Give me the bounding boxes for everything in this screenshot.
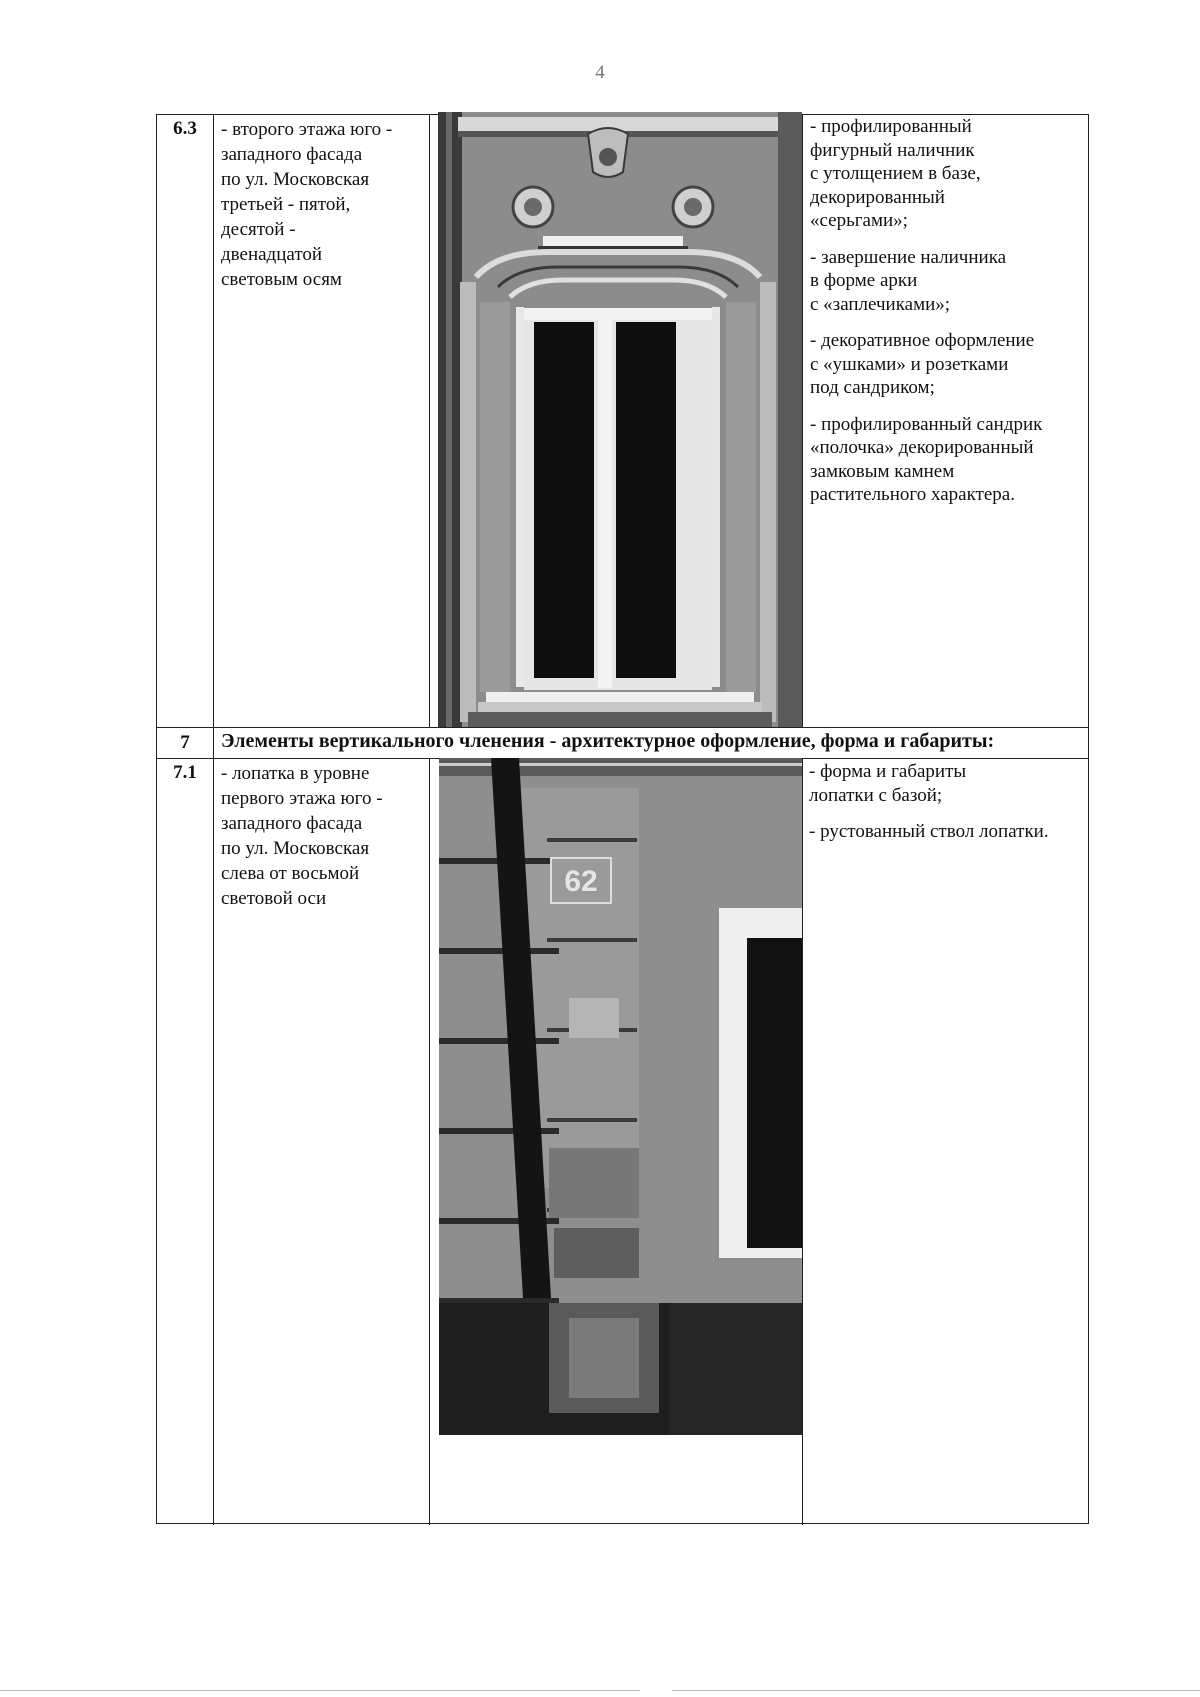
row-features: [810, 115, 1042, 520]
column-divider: [802, 758, 803, 1525]
text-line: - рустованный ствол лопатки.: [809, 821, 1049, 842]
text-line: десятой -: [221, 219, 296, 240]
scan-edge-line: [0, 1690, 640, 1691]
feature-item: [809, 760, 1049, 807]
text-line: западного фасада: [221, 813, 363, 834]
column-divider: [429, 115, 430, 727]
text-line: западного фасада: [221, 144, 363, 165]
row-number: 7: [180, 732, 190, 753]
text-line: «серьгами»;: [810, 210, 908, 231]
text-line: - профилированный: [810, 116, 972, 137]
feature-item: [810, 329, 1042, 400]
row-number: 6.3: [173, 118, 197, 139]
text-line: с утолщением в базе,: [810, 163, 981, 184]
text-line: по ул. Московская: [221, 838, 370, 859]
text-line: - форма и габариты: [809, 761, 967, 782]
text-line: фигурный наличник: [810, 139, 975, 161]
column-divider: [429, 758, 430, 1525]
section-header: Элементы вертикального членения - архитектурное оформление, форма и габариты:: [221, 730, 995, 752]
row-features: [809, 760, 1049, 857]
text-line: в форме арки: [810, 270, 918, 291]
text-line: слева от восьмой: [221, 863, 360, 884]
window-photo-graphic: [438, 112, 802, 727]
text-line: растительного характера.: [810, 484, 1015, 505]
text-line: двенадцатой: [221, 244, 323, 265]
scan-edge-line: [672, 1690, 1200, 1691]
row-description: [221, 761, 383, 911]
text-line: - второго этажа юго -: [221, 119, 393, 140]
feature-item: [810, 413, 1042, 507]
column-divider: [213, 115, 214, 1525]
text-line: световым осям: [221, 269, 342, 290]
text-line: первого этажа юго -: [221, 788, 383, 809]
text-line: под сандриком;: [810, 377, 935, 398]
text-line: лопатки с базой;: [809, 784, 943, 806]
text-line: - завершение наличника: [810, 246, 1007, 268]
text-line: «полочка» декорированный: [810, 437, 1034, 458]
text-line: замковым камнем: [810, 460, 955, 482]
column-divider: [802, 115, 803, 727]
text-line: световой оси: [221, 888, 327, 909]
feature-item: [809, 820, 1049, 844]
window-photo: [438, 112, 802, 727]
row-number: 7.1: [173, 762, 197, 783]
text-line: с «заплечиками»;: [810, 293, 951, 315]
text-line: декорированный: [810, 186, 945, 208]
pilaster-photo-graphic: [439, 758, 802, 1435]
pilaster-photo: [439, 758, 802, 1435]
text-line: с «ушками» и розетками: [810, 353, 1009, 375]
text-line: по ул. Московская: [221, 169, 370, 190]
feature-item: [810, 115, 1042, 233]
text-line: третьей - пятой,: [221, 194, 351, 215]
row-divider: [157, 727, 1088, 728]
row-description: [221, 117, 392, 292]
heritage-elements-table: [156, 114, 1089, 1524]
house-number: 62: [564, 865, 598, 898]
text-line: - профилированный сандрик: [810, 413, 1043, 435]
text-line: - декоративное оформление: [810, 330, 1035, 351]
feature-item: [810, 246, 1042, 317]
page-number: 4: [595, 62, 605, 83]
text-line: - лопатка в уровне: [221, 763, 370, 784]
